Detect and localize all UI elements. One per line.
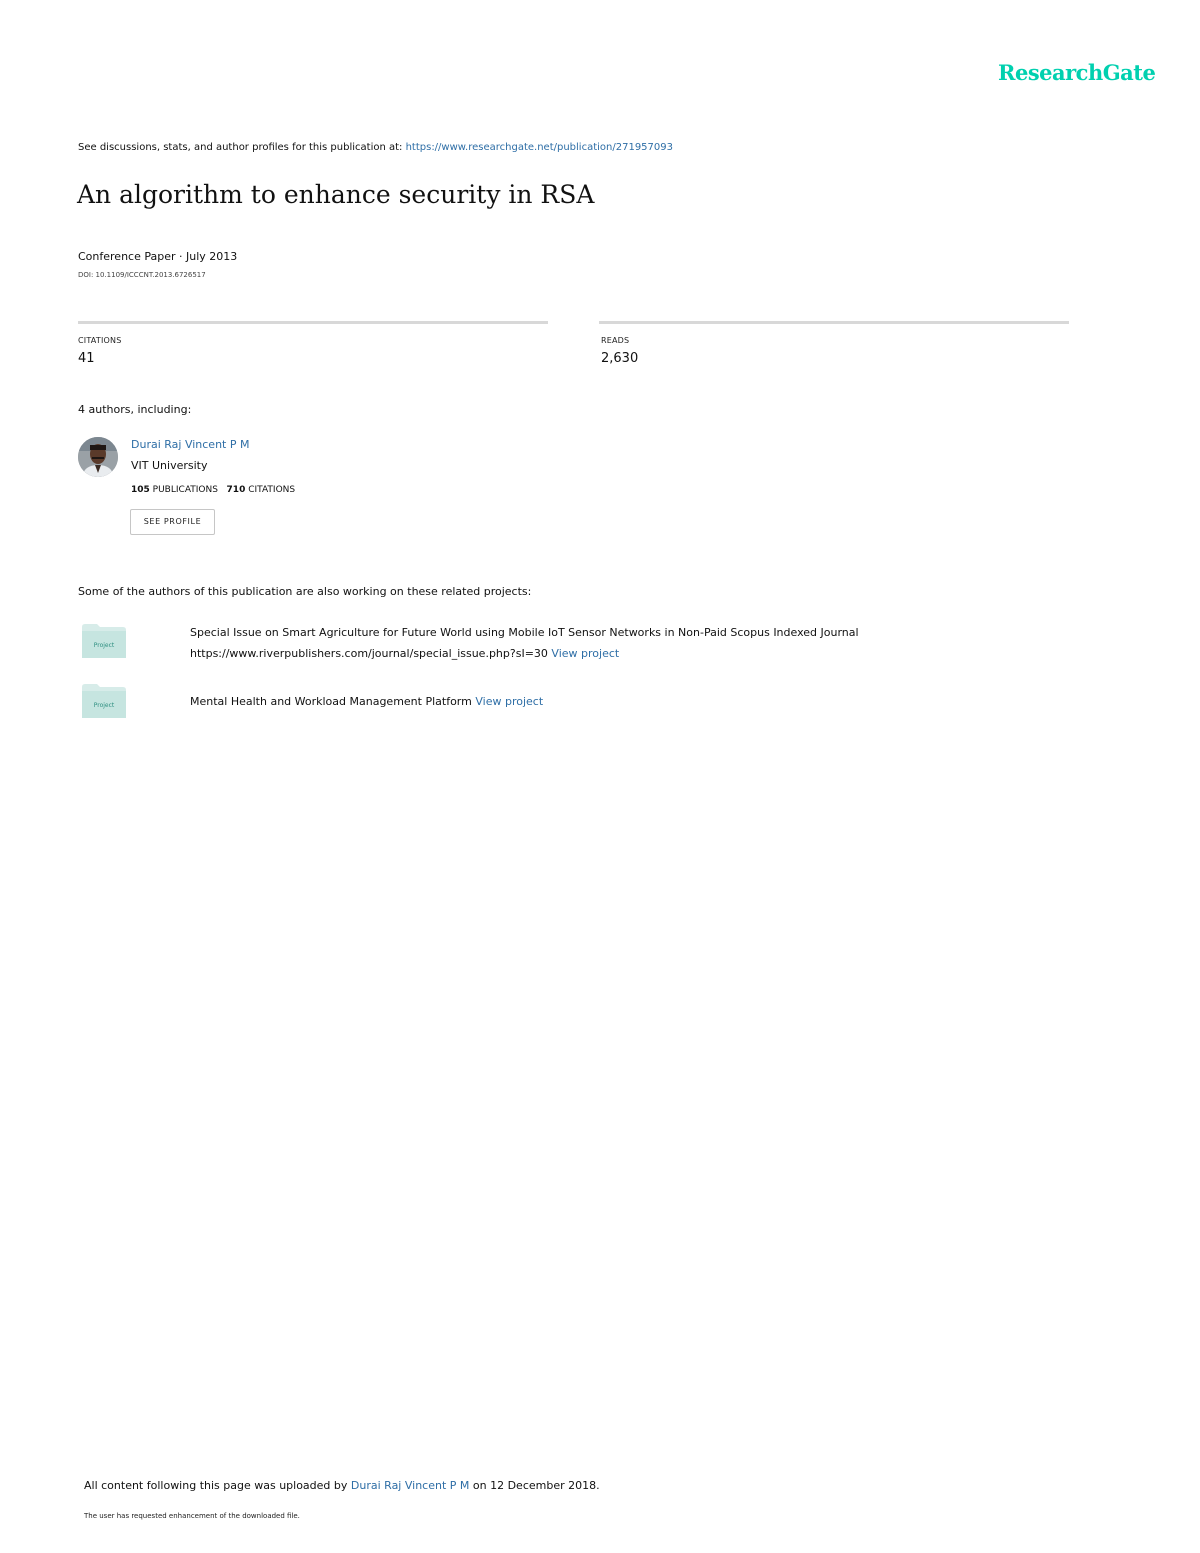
reads-value: 2,630 [601, 351, 639, 366]
folder-label: Project [93, 642, 115, 649]
researchgate-logo[interactable]: ResearchGate [998, 60, 1156, 85]
author-citations-label: CITATIONS [248, 485, 296, 495]
author-publications-count: 105 [131, 485, 150, 495]
reads-label: READS [601, 336, 630, 345]
project-title: Special Issue on Smart Agriculture for Future World using Mobile IoT Sensor Networks in Non-Paid Scopus Indexed Journal [190, 626, 859, 639]
enhancement-note: The user has requested enhancement of the downloaded file. [84, 1512, 300, 1520]
citations-label: CITATIONS [78, 336, 122, 345]
see-profile-button[interactable]: SEE PROFILE [130, 509, 215, 535]
citations-value: 41 [78, 351, 95, 366]
project-title: Mental Health and Workload Management Platform [190, 695, 476, 708]
person-photo-icon [78, 437, 118, 477]
author-name-link[interactable]: Durai Raj Vincent P M [131, 438, 250, 451]
related-projects-heading: Some of the authors of this publication are also working on these related projects: [78, 585, 532, 598]
project-item [190, 691, 543, 712]
upload-prefix: All content following this page was uploaded by [84, 1479, 351, 1492]
publication-doi: DOI: 10.1109/ICCCNT.2013.6726517 [78, 271, 206, 279]
author-institution: VIT University [131, 459, 208, 472]
view-project-link[interactable]: View project [475, 695, 544, 708]
project-folder-icon [82, 624, 126, 658]
upload-suffix: on 12 December 2018. [469, 1479, 600, 1492]
authors-heading: 4 authors, including: [78, 403, 192, 416]
view-project-link[interactable]: View project [551, 647, 620, 660]
project-item [190, 622, 859, 664]
author-stats [131, 485, 295, 495]
publication-url-link[interactable]: https://www.researchgate.net/publication/271957093 [405, 142, 673, 153]
publication-title: An algorithm to enhance security in RSA [77, 180, 595, 209]
folder-label: Project [93, 702, 115, 709]
project-url: https://www.riverpublishers.com/journal/special_issue.php?sI=30 [190, 647, 552, 660]
upload-notice [84, 1479, 600, 1492]
reads-divider [599, 321, 1069, 324]
see-discussions-text: See discussions, stats, and author profiles for this publication at: [78, 142, 406, 153]
publication-type-date: Conference Paper · July 2013 [78, 250, 238, 263]
author-citations-count: 710 [226, 485, 246, 495]
author-avatar[interactable] [78, 437, 118, 477]
author-publications-label: PUBLICATIONS [152, 485, 218, 495]
uploader-link[interactable]: Durai Raj Vincent P M [350, 1479, 470, 1492]
citations-divider [78, 321, 548, 324]
see-discussions-line [78, 142, 673, 153]
project-folder-icon [82, 684, 126, 718]
